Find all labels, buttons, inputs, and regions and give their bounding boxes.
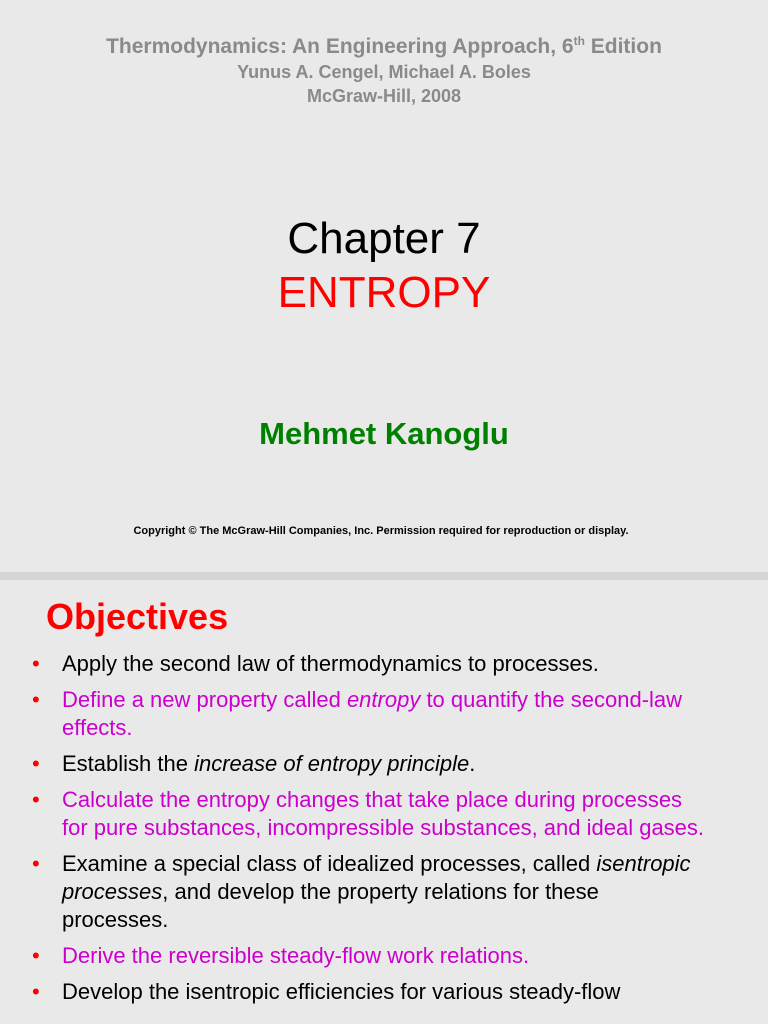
- bullet-icon: •: [32, 651, 40, 676]
- objective-text: , and develop the property relations for these processes.: [62, 879, 599, 932]
- objective-text: isentropic processes: [62, 851, 691, 904]
- slide-divider: [0, 572, 768, 580]
- objective-item: [0, 786, 768, 842]
- book-title-superscript: th: [573, 34, 585, 48]
- book-title-main: Thermodynamics: An Engineering Approach, 6: [106, 35, 574, 58]
- objective-text: Establish the: [62, 751, 195, 776]
- objective-text: Calculate the entropy changes that take place during processes for pure substances, incompressible substances, and ideal gases.: [62, 787, 705, 840]
- objective-text: .: [469, 751, 476, 776]
- objective-item: [0, 686, 768, 742]
- objective-text: increase of entropy principle: [194, 751, 470, 776]
- objective-text: Define a new property called: [62, 687, 347, 712]
- book-title-suffix: Edition: [584, 35, 662, 58]
- objective-item: [0, 942, 768, 970]
- bullet-icon: •: [32, 979, 40, 1004]
- objective-text: to quantify the second-law effects.: [62, 687, 683, 740]
- bullet-icon: •: [32, 851, 40, 876]
- objective-text: Examine a special class of idealized processes, called: [62, 851, 597, 876]
- copyright-notice: Copyright © The McGraw-Hill Companies, Inc. Permission required for reproduction or display.: [133, 525, 629, 537]
- chapter-label: Chapter 7: [287, 214, 481, 263]
- bullet-icon: •: [32, 943, 40, 968]
- objectives-list: [0, 650, 768, 1014]
- objective-text: Develop the isentropic efficiencies for various steady-flow: [62, 979, 621, 1004]
- chapter-title: ENTROPY: [277, 268, 491, 317]
- bullet-icon: •: [32, 787, 40, 812]
- objective-item: [0, 850, 768, 934]
- objective-text: entropy: [346, 687, 421, 712]
- bullet-icon: •: [32, 751, 40, 776]
- book-publisher: McGraw-Hill, 2008: [306, 86, 462, 106]
- objective-item: [0, 750, 768, 778]
- objective-item: [0, 978, 768, 1006]
- objectives-slide: [0, 580, 768, 1024]
- objective-item: [0, 650, 768, 678]
- bullet-icon: •: [32, 687, 40, 712]
- book-authors: Yunus A. Cengel, Michael A. Boles: [237, 62, 531, 82]
- presenter-name: Mehmet Kanoglu: [259, 416, 509, 451]
- objectives-heading: Objectives: [46, 596, 229, 637]
- objective-text: Apply the second law of thermodynamics to processes.: [62, 651, 599, 676]
- objective-text: Derive the reversible steady-flow work relations.: [62, 943, 530, 968]
- book-title: [0, 34, 768, 59]
